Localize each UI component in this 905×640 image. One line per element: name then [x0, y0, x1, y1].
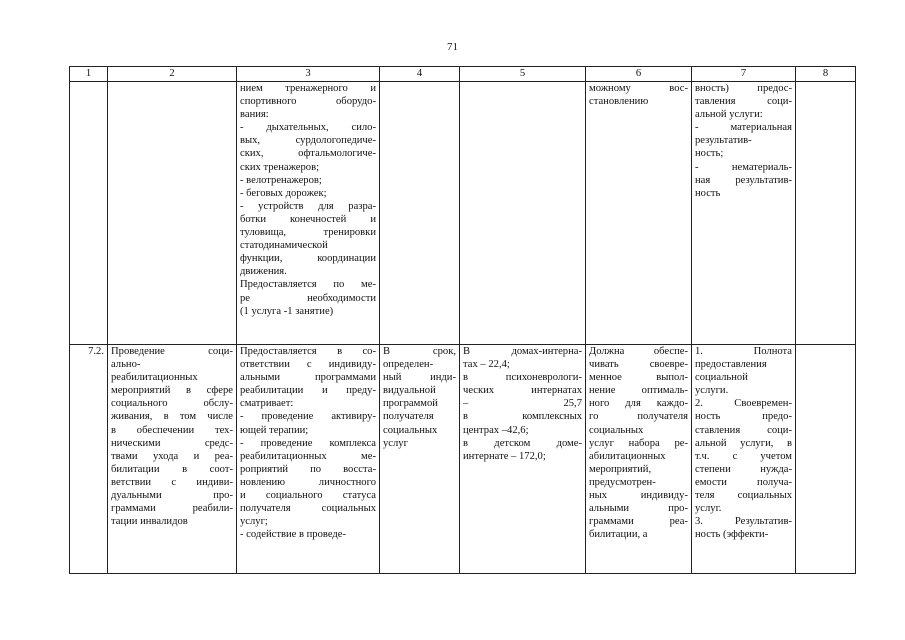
- text-line: нием тренажерного и: [240, 83, 376, 94]
- services-table: [69, 66, 856, 574]
- text-line: ально-: [111, 359, 141, 371]
- text-line: центрах –42,6;: [463, 424, 529, 436]
- text-line: живания, в том числе: [111, 411, 233, 423]
- column-header-1: 1: [70, 67, 108, 82]
- text-line: В срок,: [383, 346, 456, 357]
- cell-extra: [796, 82, 856, 345]
- text-line: ских тренажеров;: [240, 161, 320, 173]
- text-line: Предоставляется в со-: [240, 346, 376, 357]
- text-line: степени нужда-: [695, 463, 792, 475]
- column-header-7: 7: [692, 67, 796, 82]
- text-line: услуг набора ре-: [589, 437, 688, 449]
- cell-description: [237, 82, 380, 345]
- text-line: ность;: [695, 148, 724, 160]
- text-line: роприятий по восста-: [240, 463, 376, 475]
- text-line: мероприятий в сфере: [111, 385, 233, 397]
- column-number-row: [70, 67, 856, 82]
- cell-conditions: [586, 345, 692, 574]
- text-line: ских, офтальмологиче-: [240, 148, 376, 160]
- text-line: в детском доме-: [463, 437, 582, 449]
- text-line: ность: [695, 187, 721, 199]
- cell-number: [70, 82, 108, 345]
- text-line: новлению личностного: [240, 476, 376, 488]
- text-line: ющей терапии;: [240, 424, 309, 436]
- text-line: альными про-: [589, 503, 688, 515]
- cell-number: 7.2.: [70, 345, 108, 574]
- column-header-3: 3: [237, 67, 380, 82]
- column-header-8: 8: [796, 67, 856, 82]
- text-line: дуальными про-: [111, 490, 233, 502]
- text-line: в комплексных: [463, 411, 582, 423]
- text-line: 1. Полнота: [695, 346, 792, 357]
- cell-service-name: [108, 82, 237, 345]
- text-line: абилитационных: [589, 450, 666, 462]
- page-number: 71: [447, 41, 458, 53]
- text-line: туловища, тренировки: [240, 227, 376, 239]
- text-line: - беговых дорожек;: [240, 187, 327, 199]
- text-line: реабилитационных: [111, 372, 198, 384]
- text-line: реабилитации и преду-: [240, 385, 376, 397]
- text-line: в обеспечении тех-: [111, 424, 233, 436]
- text-line: билитации, а: [589, 529, 648, 541]
- text-line: ная результатив-: [695, 174, 792, 186]
- text-line: тации инвалидов: [111, 516, 188, 528]
- text-line: вых, сурдологопедиче-: [240, 135, 376, 147]
- text-line: интернате – 172,0;: [463, 450, 546, 462]
- text-line: ническими средс-: [111, 437, 233, 449]
- text-line: - содействие в проведе-: [240, 529, 347, 541]
- text-line: мероприятий,: [589, 463, 652, 475]
- cell-indicators: [692, 82, 796, 345]
- text-line: услуг.: [695, 503, 722, 515]
- text-line: ный инди-: [383, 372, 456, 384]
- text-line: видуальной: [383, 385, 436, 397]
- text-line: (1 услуга -1 занятие): [240, 305, 334, 317]
- cell-extra: [796, 345, 856, 574]
- cell-tariff: [460, 82, 586, 345]
- text-line: Проведение соци-: [111, 346, 233, 357]
- text-line: - устройств для разра-: [240, 200, 376, 212]
- text-line: теля социальных: [695, 490, 792, 502]
- text-line: го получателя: [589, 411, 688, 423]
- text-line: услуг: [383, 437, 408, 449]
- text-line: менное выпол-: [589, 372, 688, 384]
- text-line: билитации в соот-: [111, 463, 233, 475]
- text-line: сматривает:: [240, 398, 294, 410]
- cell-service-name: [108, 345, 237, 574]
- text-line: движения.: [240, 266, 287, 278]
- text-line: вность) предос-: [695, 83, 792, 94]
- text-line: Должна обеспе-: [589, 346, 688, 357]
- text-line: Предоставляется по ме-: [240, 279, 376, 291]
- text-line: чивать своевре-: [589, 359, 688, 371]
- text-line: ных индивиду-: [589, 490, 688, 502]
- text-line: социальной: [695, 372, 748, 384]
- cell-conditions: [586, 82, 692, 345]
- text-line: социальных: [383, 424, 438, 436]
- text-line: предоставления: [695, 359, 767, 371]
- text-line: ветствии с индиви-: [111, 476, 233, 488]
- text-line: ре необходимости: [240, 292, 376, 304]
- text-line: ность (эффекти-: [695, 529, 769, 541]
- text-line: - материальная: [695, 122, 792, 134]
- text-line: становлению: [589, 96, 649, 108]
- text-line: - велотренажеров;: [240, 174, 322, 186]
- cell-timing: [380, 82, 460, 345]
- text-line: альными программами: [240, 372, 376, 384]
- text-line: граммами реабили-: [111, 503, 233, 515]
- text-line: ответствии с индивиду-: [240, 359, 376, 371]
- cell-indicators: [692, 345, 796, 574]
- text-line: услуг;: [240, 516, 268, 528]
- text-line: ставления соци-: [695, 424, 792, 436]
- text-line: реабилитационных ме-: [240, 450, 376, 462]
- text-line: предусмотрен-: [589, 476, 656, 488]
- text-line: твами ухода и реа-: [111, 450, 233, 462]
- text-line: ческих интернатах: [463, 385, 582, 397]
- text-line: спортивного оборудо-: [240, 96, 376, 108]
- cell-description: [237, 345, 380, 574]
- text-line: программой: [383, 398, 438, 410]
- text-line: нение оптималь-: [589, 385, 688, 397]
- text-line: - нематериаль-: [695, 161, 792, 173]
- text-line: – 25,7: [463, 398, 582, 410]
- column-header-2: 2: [108, 67, 237, 82]
- text-line: услуги.: [695, 385, 729, 397]
- cell-timing: [380, 345, 460, 574]
- text-line: можному вос-: [589, 83, 688, 94]
- column-header-5: 5: [460, 67, 586, 82]
- text-line: и социального статуса: [240, 490, 376, 502]
- text-line: в психоневрологи-: [463, 372, 582, 384]
- text-line: - проведение комплекса: [240, 437, 376, 449]
- text-line: емости получа-: [695, 476, 792, 488]
- text-line: вания:: [240, 109, 269, 121]
- text-line: альной услуги:: [695, 109, 763, 121]
- text-line: тах – 22,4;: [463, 359, 510, 371]
- text-line: - проведение активиру-: [240, 411, 376, 423]
- text-line: альной услуги, в: [695, 437, 792, 449]
- cell-tariff: [460, 345, 586, 574]
- table-row-7-2: [70, 345, 856, 574]
- text-line: результатив-: [695, 135, 752, 147]
- text-line: граммами реа-: [589, 516, 688, 528]
- column-header-4: 4: [380, 67, 460, 82]
- text-line: тавления соци-: [695, 96, 792, 108]
- text-line: получателя социальных: [240, 503, 376, 515]
- text-line: ботки конечностей и: [240, 213, 376, 225]
- text-line: - дыхательных, сило-: [240, 122, 376, 134]
- text-line: функции, координации: [240, 253, 376, 265]
- text-line: социальных: [589, 424, 644, 436]
- text-line: 3. Результатив-: [695, 516, 792, 528]
- text-line: 2. Своевремен-: [695, 398, 792, 410]
- column-header-6: 6: [586, 67, 692, 82]
- text-line: социального обслу-: [111, 398, 233, 410]
- text-line: В домах-интерна-: [463, 346, 582, 357]
- text-line: т.ч. с учетом: [695, 450, 792, 462]
- text-line: статодинамической: [240, 240, 328, 252]
- text-line: определен-: [383, 359, 434, 371]
- text-line: ного для каждо-: [589, 398, 688, 410]
- text-line: ность предо-: [695, 411, 792, 423]
- table-row-continued: [70, 82, 856, 345]
- text-line: получателя: [383, 411, 434, 423]
